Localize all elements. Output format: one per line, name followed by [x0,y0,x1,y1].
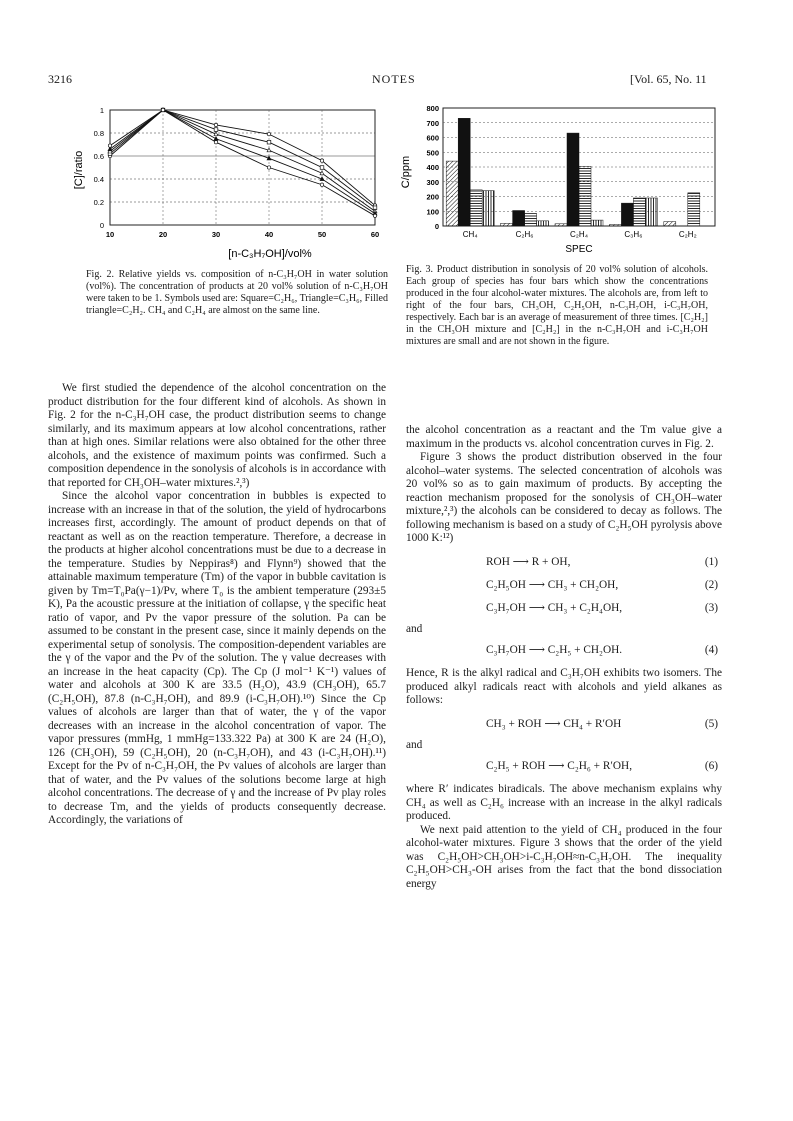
figure-2-point [267,132,270,135]
equation-5-expression: CH₃ + ROH ⟶ CH₄ + R′OH [486,717,622,730]
figure-3-y-tick-label: 800 [426,104,439,113]
figure-3-bar [609,225,621,226]
left-column [48,382,386,828]
figure-3-bar [525,213,537,226]
figure-2-x-tick-label: 60 [370,230,380,239]
volume-number: [Vol. 65, No. 11 [630,72,707,86]
figure-2-y-tick-label: 0 [99,221,104,230]
figure-3-y-tick-label: 500 [426,148,439,158]
figure-3-y-tick-label: 400 [426,163,439,172]
figure-2-point [320,166,324,170]
equation-4-number: (4) [704,644,718,656]
and-connector: and [406,622,423,635]
figure-2-x-tick-label: 30 [211,230,221,239]
figure-2-series-line [110,110,375,208]
figure-3-bar [513,211,525,226]
equation-6-number: (6) [704,760,718,772]
figure-3-bar [645,198,657,226]
figure-2-x-ticks [106,230,379,239]
figure-3-y-tick-label: 0 [434,222,439,231]
figure-2-x-axis-label: [n-C₃H₇OH]/vol% [228,248,312,260]
figure-2-x-tick-label: 10 [105,230,115,239]
equation-3-number: (3) [704,601,718,614]
figure-3-chart [395,100,720,255]
paragraph-figure-3: Figure 3 shows the product distribution observed in the four alcohol–water systems. The selected concentration of alcohols was 20 vol% so as to gain maximum of products. By accepting the reaction mechanism proposed for the sonolysis of CH₃OH–water mixture,²,³) the alcohols can be considered to decay as follows. The following mechanism is based on a study of C₂H₅OH pyrolysis above 1000 K:¹²) [406,451,722,544]
and-connector-2: and [406,738,423,751]
figure-2-point [267,166,270,169]
figure-2-y-axis-label: [C]/ratio [73,150,85,190]
figure-3-bar [567,133,579,226]
figure-3-x-tick-label: C₂H₆ [515,230,534,239]
paragraph-alkyl: Hence, R is the alkyl radical and C₃H₇OH exhibits two isomers. The produced alkyl radicals react with alcohols and yield alkanes as follows: [406,667,722,706]
figure-2-x-tick-label: 50 [317,230,327,239]
figure-2-series-line [110,110,375,216]
equation-3 [406,598,722,621]
figure-3-bar [470,190,482,226]
figure-3-x-tick-label: C₂H₄ [570,230,588,239]
figure-3-y-tick-label: 300 [426,177,439,187]
figure-2-point [214,123,217,126]
equation-4-expression: C₃H₇OH ⟶ C₂H₅ + CH₂OH. [486,644,623,656]
equation-2-number: (2) [704,578,718,591]
figure-2-series-line [110,110,375,205]
right-column [406,424,722,891]
equation-6 [406,756,722,779]
figure-3-bars [446,118,700,226]
figure-2-y-tick-label: 0.4 [93,175,104,184]
figure-3-bar [621,203,633,226]
figure-3-caption: Fig. 3. Product distribution in sonolysis of 20 vol% solution of alcohols. Each group of species has four bars which show the concentrations produced in the four alcohol-water mixtures. The alcohols are, from left to right of the four bars, CH₃OH, C₂H₅OH, n-C₃H₇OH, i-C₃H₇OH, respectively. Each bar is an average of measurement of three times. [C₂H₂] in the CH₃OH mixture and [C₂H₂] in the n-C₃H₇OH and i-C₃H₇OH mixtures are small and are not shown in the figure. [406,264,708,347]
paragraph-ch4-yield: We next paid attention to the yield of CH₄ produced in the four alcohol-water mixtures. Figure 3 shows that the order of the yield was C₂H₅OH>CH₃OH>i-C₃H₇OH≈n-C₃H₇OH. The inequality C₂H₅OH>CH₃-OH arises from the fact that the bond dissociation energy [406,823,722,890]
figure-3-y-tick-label: 600 [426,133,439,143]
figure-2-series-line [110,110,375,211]
figure-3-y-axis-label: C/ppm [400,155,412,189]
page-number: 3216 [48,72,72,86]
figure-3-bar [537,221,549,226]
figure-3-bar [664,222,676,226]
figure-2-y-ticks [94,106,104,230]
figure-3-x-ticks [463,230,697,239]
figure-2-y-tick-label: 0.6 [93,152,104,161]
equation-5-number: (5) [704,717,718,730]
figure-3-bar [688,193,700,226]
figure-2-plot-frame [110,110,375,225]
figure-2-y-tick-label: 0.8 [93,129,104,138]
figure-2-point [320,159,323,162]
figure-3-y-tick-label: 100 [426,207,439,217]
figure-3-x-tick-label: C₃H₆ [624,230,643,239]
figure-2-point [161,108,164,111]
figure-2-caption: Fig. 2. Relative yields vs. composition of n-C₃H₇OH in water solution (vol%). The concentration of products at 20 vol% solution of n-C₃H₇OH were taken to be 1. Symbols used are: Square=C₂H₆, Triangle=C₃H₆, Filled triangle=C₂H₂. CH₄ and C₂H₄ are almost on the same line. [86,269,388,316]
figure-3-bar [633,198,645,226]
paragraph-biradicals: where R′ indicates biradicals. The above mechanism explains why CH₄ as well as C₂H₆ increase with an increase in the alkyl radicals produced. [406,783,722,822]
figure-2-x-tick-label: 40 [264,230,274,239]
figure-2-point [373,214,376,217]
figure-2-series [108,108,377,218]
figure-3-y-tick-label: 700 [426,118,439,128]
equation-1-number: (1) [704,555,718,568]
equation-5 [406,714,722,737]
figure-2-point [320,183,323,186]
figure-2-point [108,144,111,147]
figure-3-bar [501,223,513,226]
figure-3-bar [555,224,567,226]
figure-3-x-tick-label: C₂H₂ [678,230,697,239]
figure-3-bar [458,118,470,226]
figure-2-series-line [110,110,375,214]
equation-4 [406,640,722,663]
figure-3-bar [591,220,603,226]
figure-2-y-tick-label: 0.2 [93,198,104,207]
equation-1-expression: ROH ⟶ R + OH, [486,555,571,568]
equation-2-expression: C₂H₅OH ⟶ CH₃ + CH₂OH, [486,578,619,591]
figure-3-y-ticks [426,104,439,231]
equation-3-expression: C₃H₇OH ⟶ CH₃ + C₂H₄OH, [486,601,623,614]
figure-2-point [267,140,271,144]
paragraph-1: We first studied the dependence of the alcohol concentration on the product distribution for the four different kind of alcohols. As shown in Fig. 2 for the n-C₃H₇OH case, the product distribution seems to change similarly, and its maximum appears at low alcohol concentrations, rather than at high ones. Similar relations were also obtained for the other three alcohols, and the existence of maximum points was confirmed. Such a composition dependence in the sonolysis of alcohols is in accordance with that reported for CH₃OH–water mixtures.²,³) [48,382,386,489]
figure-3-x-tick-label: CH₄ [462,230,478,239]
figure-2-point [214,141,217,144]
figure-2-point [214,128,218,132]
figure-3-bar [446,161,458,226]
figure-3-y-tick-label: 200 [426,192,439,202]
equation-1 [406,552,722,575]
equation-2 [406,575,722,598]
figure-2-grid [110,110,375,225]
figure-2-chart [70,100,395,260]
figure-3-x-axis-label: SPEC [565,244,593,255]
figure-2-x-tick-label: 20 [158,230,168,239]
figure-3-bar [482,191,494,226]
paragraph-2: Since the alcohol vapor concentration in bubbles is expected to increase with an increase in that of the solution, the yield of hydrocarbons increases first, accordingly. The amount of product depends on that of reactant as well as on the reaction temperature. Therefore, a decrease in the products at higher alcohol concentrations must be due to a decrease in the temperature. Studies by Neppiras⁸) and Flynn⁹) showed that the attainable maximum temperature (Tm) of the vapor in bubble cavitation is given by Tm=T₀Pa(γ−1)/Pv, where T₀ is the ambient temperature (293±5 K), Pa the acoustic pressure at the initiation of collapse, γ the specific heat ratio of vapor, and Pv the vapor pressure of the solution. Pa can be assumed to be constant in the present case, since it mainly depends on the experimental setup of sonolysis. The composition-dependent variables are the γ of the vapor and the Pv of the solution. The γ value decreases with an increase in the heat capacity (Cp). The Cp (J mol⁻¹ K⁻¹) values of water and alcohols at 300 K are 33.5 (H₂O), 43.9 (CH₃OH), 65.7 (C₂H₅OH), 87.8 (n-C₃H₇OH), and 89.9 (i-C₃H₇OH).¹⁰) Since the Cp values of alcohols are larger than that of water, the γ of the vapor decreases with an increase in the alcohol concentration of vapor. The vapor pressures (mmHg, 1 mmHg=133.322 Pa) at 300 K are 24 (H₂O), 126 (CH₃OH), 59 (C₂H₅OH), 20 (n-C₃H₇OH), and 43 (i-C₃H₇OH).¹¹) Except for the Pv of n-C₃H₇OH, the Pv values of alcohols are larger than that of water, and the Pv values of the solutions become large at high alcohol concentrations. The decrease of γ and the increase of Pv play roles to decrease Tm, and the yields of products consequently decrease. Accordingly, the variations of [48,490,386,826]
figure-2-y-tick-label: 1 [99,106,104,115]
figure-3-bar [579,166,591,226]
paragraph-continued: the alcohol concentration as a reactant and the Tm value give a maximum in the products vs. alcohol concentration curves in Fig. 2. [406,424,722,450]
running-head: NOTES [372,72,416,86]
equation-6-expression: C₂H₅ + ROH ⟶ C₂H₆ + R′OH, [486,760,633,772]
